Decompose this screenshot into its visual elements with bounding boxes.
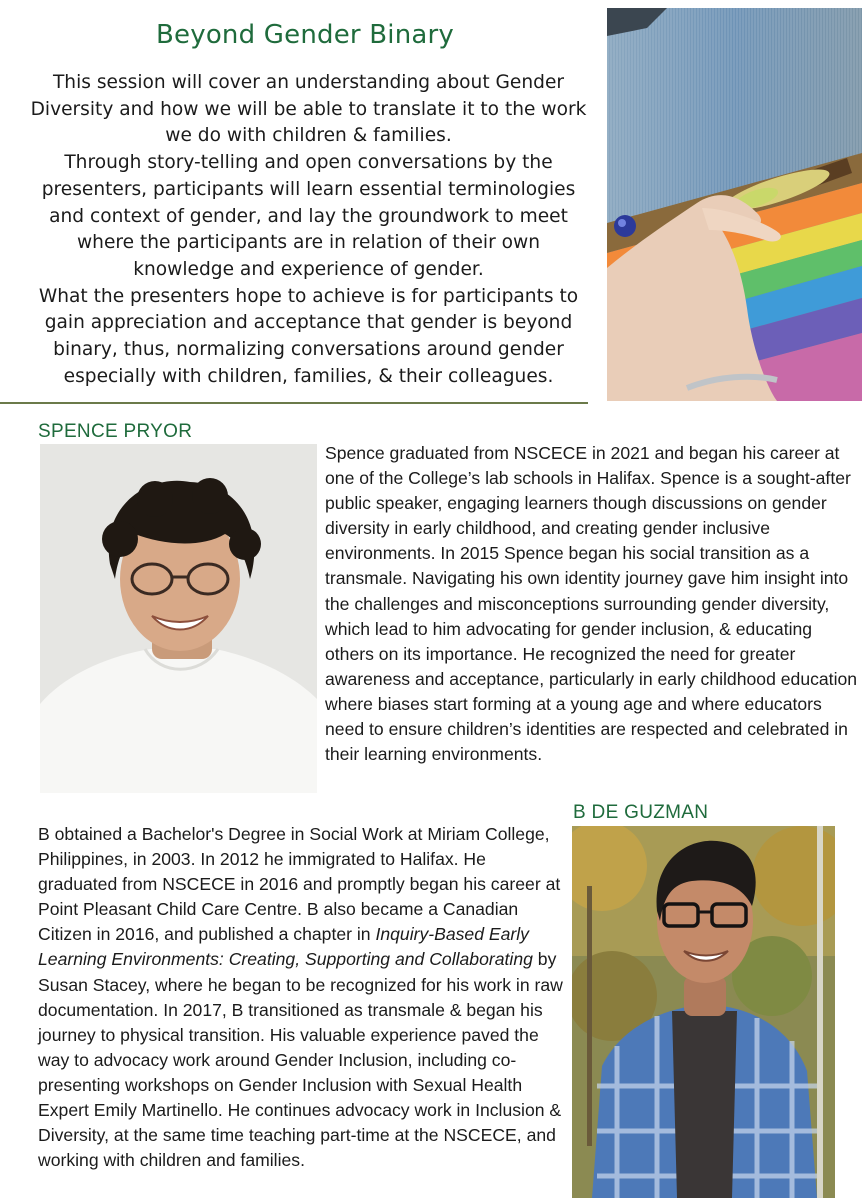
spence-pryor-portrait [40, 444, 317, 793]
speaker-name: SPENCE PRYOR [38, 421, 193, 442]
speaker-bio [38, 822, 568, 1173]
speaker-name: B DE GUZMAN [573, 802, 709, 823]
intro-paragraph: This session will cover an understanding about Gender Diversity and how we will be able to translate it to the work we do with children & families. [30, 72, 587, 147]
intro-paragraph: Through story-telling and open conversations by the presenters, participants will learn essential terminologies and context of gender, and lay the groundwork to meet where the participants are in relation of their own knowledge and experience of gender. [41, 152, 576, 280]
bio-text: by Susan Stacey, where he began to be recognized for his work in raw documentation. In 2017, B transitioned as transmale & began his journey to physical transition. His valuable experience paved the way to advocacy work around Gender Inclusion, including co-presenting workshops on Gender Inclusion with Sexual Health Expert Emily Martinello. He continues advocacy work in Inclusion & Diversity, at the same time teaching part-time at the NSCECE, and working with children and families. [38, 949, 563, 1171]
weaving-photo [607, 8, 862, 401]
section-divider [0, 402, 588, 404]
speaker-bio: Spence graduated from NSCECE in 2021 and began his career at one of the College’s lab schools in Halifax. Spence is a sought-after public speaker, engaging learners though discussions on gender diversity in early childhood, and creating gender inclusive environments. In 2015 Spence began his social transition as a transmale. Navigating his own identity journey gave him insight into the challenges and misconceptions surrounding gender diversity, which lead to him advocating for gender inclusion, & educating others on its importance. He recognized the need for greater awareness and acceptance, particularly in early childhood education where biases start forming at a young age and where educators need to ensure children’s identities are respected and celebrated in their learning environments. [325, 443, 858, 765]
intro-paragraph: What the presenters hope to achieve is for participants to gain appreciation and acceptance that gender is beyond binary, thus, normalizing conversations around gender especially with children, families, & their colleagues. [38, 285, 579, 387]
page-title: Beyond Gender Binary [156, 20, 454, 50]
session-description [26, 70, 591, 390]
book-title: Inquiry-Based Early Learning Environments: Creating, Supporting and Collaborating [38, 924, 533, 970]
b-de-guzman-portrait [572, 826, 835, 1198]
bio-text: B obtained a Bachelor's Degree in Social Work at Miriam College, Philippines, in 2003. In 2012 he immigrated to Halifax. He graduated from NSCECE in 2016 and promptly began his career at Point Pleasant Child Care Centre. B also became a Canadian Citizen in 2016, and published a chapter in [38, 824, 561, 945]
